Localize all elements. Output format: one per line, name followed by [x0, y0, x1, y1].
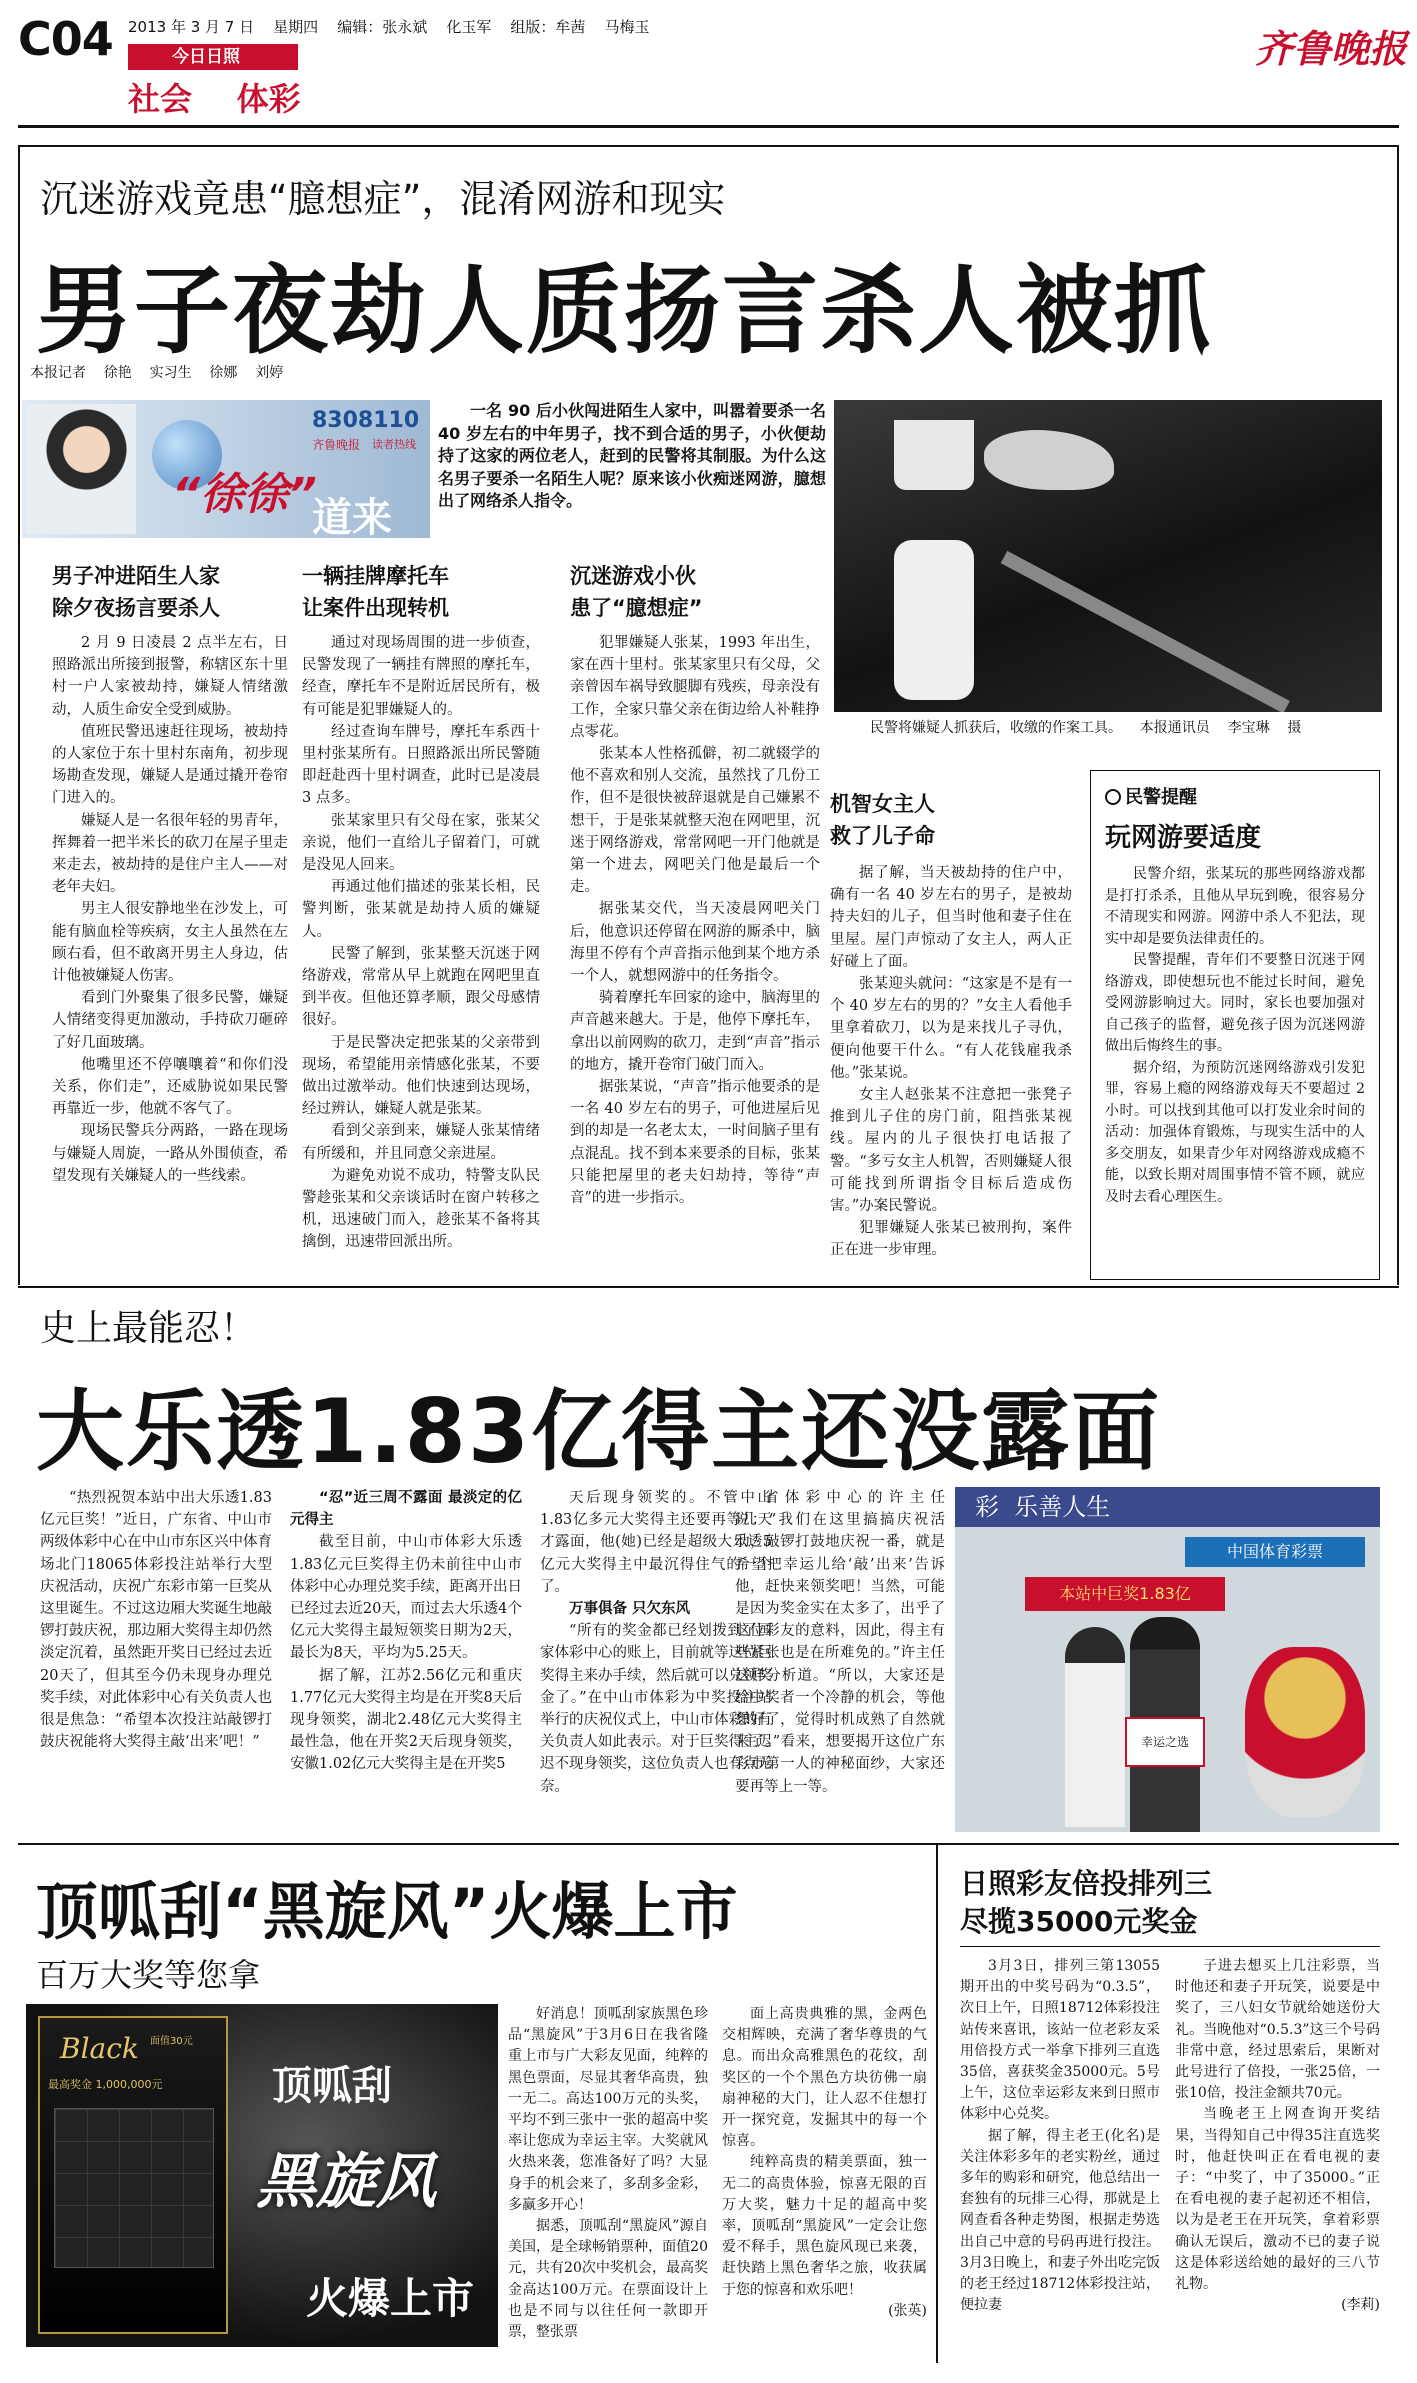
paragraph: 男主人很安静地坐在沙发上，可能有脑血栓等疾病，女主人虽然在左顾右看，但不敢离开男主人身边，估计他被嫌疑人伤害。	[52, 901, 288, 985]
ticket-price: 面值30元	[150, 2036, 193, 2047]
masthead: 齐鲁晚报	[1255, 26, 1408, 71]
story1-section2-body	[302, 632, 540, 1280]
paragraph: 再通过他们描述的张某长相，民警判断，张某就是劫持人质的嫌疑人。	[302, 879, 540, 940]
police-tip-tag	[1105, 783, 1365, 809]
paragraph: 犯罪嫌疑人张某已被刑拘，案件正在进一步审理。	[830, 1220, 1072, 1259]
paragraph: 据了解，当天被劫持的住户中，确有一名 40 岁左右的男子，是被劫持夫妇的儿子，但当时他和妻子住在里屋。屋门声惊动了女主人，两人正好碰上了面。	[830, 865, 1072, 970]
ticket-prize: 最高奖金 1,000,000元	[48, 2078, 163, 2091]
photo-bottle	[894, 540, 974, 700]
paragraph: 女主人赵张某不注意把一张凳子推到儿子住的房门前，阻挡张某视线。屋内的儿子很快打电话报了警。“多亏女主人机智，否则嫌疑人很可能找到所谓指令目标后造成伤害。”办案民警说。	[830, 1087, 1072, 1215]
paragraph: 据张某说，“声音”指示他要杀的是一名 40 岁左右的男子，可他进屋后见到的却是一名老太太，一时间脑子里有点混乱。找不到本来要杀的目标，张某只能把屋里的老夫妇劫持，等待“声音”的进一步指示。	[570, 1079, 820, 1207]
section-name: 社会 体彩	[128, 80, 301, 118]
story3-col2	[722, 2004, 927, 2349]
column-logo-sub2: 读者热线	[372, 438, 416, 451]
paragraph: 据悉，顶呱刮“黑旋风”源自美国，是全球畅销票种，面值20元，共有20次中奖机会，最高奖金高达100万元。在票面设计上也是不同与以往任何一款即开票，整张票	[508, 2218, 708, 2341]
story1-section3-title: 沉迷游戏小伙 患了“臆想症”	[570, 564, 703, 620]
police-tip-box	[1090, 770, 1380, 1280]
story2-col2	[290, 1487, 522, 1832]
scratch-ticket	[38, 2016, 228, 2334]
photo-caption: 民警将嫌疑人抓获后，收缴的作案工具。 本报通讯员 李宝琳 摄	[870, 720, 1302, 736]
story2-col1	[40, 1487, 272, 1832]
story4-rule	[960, 1946, 1380, 1947]
photo-sign: 彩 乐善人生	[955, 1487, 1380, 1527]
photo-person-woman	[1065, 1627, 1125, 1827]
subhead: “忍”近三周不露面 最淡定的亿元得主	[290, 1490, 522, 1529]
police-tip-icon	[1105, 789, 1121, 805]
story3-subhead: 百万大奖等您拿	[36, 1956, 261, 1994]
column-title-a: “徐徐”	[172, 469, 317, 520]
evidence-photo	[834, 400, 1382, 712]
paragraph: 民警提醒，青年们不要整日沉迷于网络游戏，即使想玩也不能过长时间，避免受网游影响过大。同时，家长也要加强对自己孩子的监督，避免孩子因为沉迷网游做出后悔终生的事。	[1105, 952, 1365, 1054]
column-logo	[22, 400, 430, 538]
ad-brand: 顶呱刮	[272, 2063, 392, 2109]
story3-headline: 顶呱刮“黑旋风”火爆上市	[36, 1875, 738, 1948]
police-tip-title: 玩网游要适度	[1105, 823, 1262, 853]
hotline-number: 8308110	[312, 408, 420, 433]
paragraph: 为避免劝说不成功，特警支队民警趁张某和父亲谈话时在窗户转移之机，迅速破门而入，趁张某不备将其擒倒，迅速带回派出所。	[302, 1167, 540, 1251]
reporter-photo	[26, 404, 136, 534]
story1-section3-body	[570, 632, 820, 1280]
story1-lede: 一名 90 后小伙闯进陌生人家中，叫嚣着要杀一名 40 岁左右的中年男子，找不到合适的男子，小伙便劫持了这家的两位老人，赶到的民警将其制服。为什么这名男子要杀一名陌生人呢？原来该小伙痴迷网游，臆想出了网络杀人指令。	[438, 401, 826, 510]
paragraph: 子进去想买上几注彩票，当时他还和妻子开玩笑，说要是中奖了，三八妇女节就给她送份大礼。当晚他对“0.5.3”这三个号码非常中意，经过思索后，果断对此号进行了倍投，一张25倍，一张10倍，投注金额共70元。	[1175, 1958, 1380, 2102]
author-tag: (张英)	[888, 2302, 927, 2319]
story2-top-rule	[18, 1286, 1399, 1288]
story1-byline: 本报记者 徐艳 实习生 徐娜 刘婷	[30, 365, 284, 381]
paragraph: 3月3日，排列三第13055期开出的中奖号码为“0.3.5”，次日上午，日照18712体彩投注站传来喜讯，该站一位老彩友采用倍投方式一举拿下排列三直选35倍，喜获奖金35000元。5号上午，这位幸运彩友来到日照市体彩中心兑奖。	[960, 1958, 1160, 2123]
paragraph: 值班民警迅速赶往现场，被劫持的人家位于东十里村东南角，初步现场勘查发现，嫌疑人是通过撬开卷帘门进入的。	[52, 723, 288, 807]
paragraph: 好消息！顶呱刮家族黑色珍品“黑旋风”于3月6日在我省隆重上市与广大彩友见面，纯粹的黑色票面，尽显其奢华高贵，独一无二。高达100万元的头奖，平均不到三张中一张的超高中奖率让您成为幸运主宰。大奖就风火热来袭，您准备好了吗？大显身手的机会来了，多刮多金彩，多赢多开心！	[508, 2006, 708, 2213]
story1-section1-body	[52, 632, 288, 1280]
paragraph: 截至目前，中山市体彩大乐透1.83亿元巨奖得主仍未前往中山市体彩中心办理兑奖手续，距离开出日已经过去近20天，而过去大乐透4个亿元大奖得主最短领奖日期为2天，最长为8天，平均为5.25天。	[290, 1534, 522, 1662]
paragraph: 纯粹高贵的精美票面，独一无二的高贵体验，惊喜无限的百万大奖，魅力十足的超高中奖率，顶呱刮“黑旋风”一定会让您爱不释手，黑色旋风现已来袭，赶快踏上黑色奢华之旅，收获属于您的惊喜和欢乐吧！	[722, 2154, 927, 2298]
ticket-brand: Black	[60, 2032, 139, 2065]
story3-col1	[508, 2004, 708, 2349]
page-number: C04	[18, 12, 113, 66]
paragraph: 他嘴里还不停嚷嚷着“和你们没关系，你们走”，还威胁说如果民警再靠近一步，他就不客气了。	[52, 1056, 288, 1118]
paragraph: 骑着摩托车回家的途中，脑海里的声音越来越大。于是，他停下摩托车，拿出以前网购的砍刀，走到“声音”指示的地方，撬开卷帘门破门而入。	[570, 990, 820, 1073]
ticket-scratch-grid	[54, 2108, 214, 2268]
paragraph: 通过对现场周围的进一步侦查，民警发现了一辆挂有牌照的摩托车，经查，摩托车不是附近居民所有，极有可能是犯罪嫌疑人的。	[302, 635, 540, 718]
story4-headline-1: 日照彩友倍投排列三	[960, 1867, 1213, 1900]
column-logo-sub: 齐鲁晚报	[312, 438, 361, 452]
paragraph: 犯罪嫌疑人张某，1993 年出生，家在西十里村。张某家里只有父母，父亲曾因车祸导致腿脚有残疾，母亲没有工作，全家只靠父亲在街边给人补鞋挣点零花。	[570, 635, 820, 740]
paragraph: 张某迎头就问：“这家是不是有一个 40 岁左右的男的？”女主人看他手里拿着砍刀，以为是来找儿子寻仇，便向他要干什么。“有人花钱雇我杀他。”张某说。	[830, 976, 1072, 1081]
issue-meta: 2013 年 3 月 7 日 星期四 编辑：张永斌 化玉军 组版：牟茜 马梅玉	[128, 18, 650, 36]
author-tag: (李莉)	[1341, 2297, 1380, 2314]
paragraph: 2 月 9 日凌晨 2 点半左右，日照路派出所接到报警，称辖区东十里村一户人家被劫持，嫌疑人情绪激动，人质生命安全受到威胁。	[52, 635, 288, 718]
paragraph: 经过查询车牌号，摩托车系西十里村张某所有。日照路派出所民警随即赶赴西十里村调查，此时已是凌晨 3 点多。	[302, 723, 540, 807]
paragraph: 天后现身领奖的。不管中山1.83亿多元大奖得主还要再等几天才露面，他(她)已经是超级大乐透5亿元大奖得主中最沉得住气的一个了。	[540, 1490, 772, 1595]
story1-headline: 男子夜劫人质扬言杀人被抓	[36, 255, 1212, 367]
subhead: 万事俱备 只欠东风	[569, 1601, 691, 1618]
region-tag: 今日日照	[128, 44, 298, 70]
police-tip-tag-label: 民警提醒	[1125, 787, 1197, 808]
story1-kicker: 沉迷游戏竟患“臆想症”，混淆网游和现实	[40, 177, 726, 221]
lottery-celebration-photo	[955, 1487, 1380, 1832]
paragraph: 面上高贵典雅的黑，金两色交相辉映，充满了奢华尊贵的气息。而出众高雅黑色的花纹，刮奖区的一个个黑色方块彷佛一扇扇神秘的大门，让人忍不住想打开一探究竟，发掘其中的每一个惊喜。	[722, 2006, 927, 2150]
story4-headline-2: 尽揽35000元奖金	[960, 1905, 1198, 1938]
paragraph: 当晚老王上网查询开奖结果，当得知自己中得35注直选奖时，他赶快叫正在看电视的妻子：“中奖了，中了35000。”正在看电视的妻子起初还不相信，以为是老王在开玩笑，拿着彩票确认无误后，激动不已的妻子说这是体彩送给她的最好的三八节礼物。	[1175, 2106, 1380, 2293]
ad-product: 黑旋风	[256, 2147, 436, 2217]
scratch-ad	[26, 2004, 498, 2347]
photo-lion-dance	[1245, 1647, 1365, 1817]
story2-col4	[735, 1487, 945, 1832]
column-title-b: 道来	[312, 495, 392, 538]
photo-board: 幸运之选	[1125, 1717, 1205, 1767]
paragraph: 民警了解到，张某整天沉迷于网络游戏，常常从早上就跑在网吧里直到半夜。但他还算孝顺，跟父母感情很好。	[302, 945, 540, 1029]
paragraph: 看到父亲到来，嫌疑人张某情绪有所缓和，并且同意父亲进屋。	[302, 1123, 540, 1162]
paragraph: 据了解，得主老王(化名)是关注体彩多年的老实粉丝，通过多年的购彩和研究，他总结出一套独有的玩排三心得，那就是上网查看各种走势图，根据走势选出自己中意的号码再进行投注。3月3日晚上，和妻子外出吃完饭的老王经过18712体彩投注站，便拉妻	[960, 2127, 1160, 2314]
photo-shop-banner: 本站中巨奖1.83亿	[1025, 1577, 1225, 1611]
paragraph: 张某家里只有父母在家，张某父亲说，他们一直给儿子留着门，可就是没见人回来。	[302, 812, 540, 874]
story1-section4-body	[830, 862, 1072, 1282]
story4-col1	[960, 1956, 1160, 2356]
paragraph: 张某本人性格孤僻，初二就辍学的他不喜欢和别人交流，虽然找了几份工作，但不是很快被辞退就是自己嫌累不想干，于是张某就整天泡在网吧里，沉迷于网络游戏，常常网吧一开门他就是第一个进去，网吧关门他是最后一个走。	[570, 746, 820, 896]
header-rule	[18, 125, 1399, 128]
paragraph: 嫌疑人是一名很年轻的男青年，挥舞着一把半米长的砍刀在屋子里走来走去，被劫持的是住户主人——对老年夫妇。	[52, 812, 288, 896]
story2-headline: 大乐透1.83亿得主还没露面	[36, 1380, 1162, 1483]
paragraph: 据张某交代，当天凌晨网吧关门后，他意识还停留在网游的厮杀中，脑海里不停有个声音指示他到某个地方杀一个人，就想网游中的任务指令。	[570, 901, 820, 985]
story1-section1-title: 男子冲进陌生人家 除夕夜扬言要杀人	[52, 564, 220, 620]
story1-section4-title: 机智女主人 救了儿子命	[830, 792, 935, 848]
paragraph: 现场民警兵分两路，一路在现场与嫌疑人周旋，一路从外围侦查，希望发现有关嫌疑人的一些线索。	[52, 1123, 288, 1184]
story2-kicker: 史上最能忍！	[40, 1308, 257, 1349]
paragraph: 于是民警决定把张某的父亲带到现场，希望能用亲情感化张某，不要做出过激举动。他们快速到达现场，经过辨认，嫌疑人就是张某。	[302, 1034, 540, 1118]
photo-cup	[894, 420, 974, 490]
ad-slogan: 火爆上市	[306, 2274, 475, 2323]
paragraph: “所有的奖金都已经划拨到了国家体彩中心的账上，目前就等这位巨奖得主来办手续，然后就可以兑领奖金了。”在中山市体彩为中奖投注站举行的庆祝仪式上，中山市体彩的有关负责人如此表示。对于巨奖得主迟迟不现身领奖，这位负责人也有点无奈。	[540, 1623, 772, 1795]
paragraph: 民警介绍，张某玩的那些网络游戏都是打打杀杀，且他从早玩到晚，很容易分不清现实和网游。网游中杀人不犯法，现实中却是要负法律责任的。	[1105, 866, 1365, 947]
paragraph: 据介绍，为预防沉迷网络游戏引发犯罪，容易上瘾的网络游戏每天不要超过 2 小时。可以找到其他可以打发业余时间的活动：加强体育锻炼，与现实生活中的人多交朋友，如果青少年对网络游戏成瘾不能，以致长期对周围事情不管不顾，就应及时去看心理医生。	[1105, 1059, 1365, 1205]
photo-banner: 中国体育彩票	[1185, 1537, 1365, 1567]
paragraph: 省体彩中心的许主任说：“我们在这里搞搞庆祝活动，敲锣打鼓地庆祝一番，就是希望把幸运儿给‘敲’出来’告诉他，赶快来领奖吧！当然，可能是因为奖金实在太多了，出乎了这位彩友的意料，因此，得主有些紧张也是在所难免的。”许主任这样分析道。“所以，大家还是给中奖者一个冷静的机会，等他想好了，觉得时机成熟了自然就来了。”看来，想要揭开这位广东彩市第一人的神秘面纱，大家还要再等上一等。	[735, 1490, 945, 1795]
police-tip-body	[1105, 864, 1365, 1274]
story1-section2-title: 一辆挂牌摩托车 让案件出现转机	[302, 564, 449, 620]
paragraph: 看到门外聚集了很多民警，嫌疑人情绪变得更加激动，手持砍刀砸碎了好几面玻璃。	[52, 990, 288, 1051]
story4-col2	[1175, 1956, 1380, 2356]
paragraph: 据了解，江苏2.56亿元和重庆1.77亿元大奖得主均是在开奖8天后现身领奖，湖北2.48亿元大奖得主最性急，他在开奖2天后现身领奖，安徽1.02亿元大奖得主是在开奖5	[290, 1667, 522, 1773]
paragraph: “热烈祝贺本站中出大乐透1.83亿元巨奖！”近日，广东省、中山市两级体彩中心在中山市东区兴中体育场北门18065体彩投注站举行大型庆祝活动，庆祝广东彩市第一巨奖从这里诞生。不过这边厢大奖诞生地敲锣打鼓庆祝，那边厢大奖得主却仍然淡定沉着，虽然距开奖日已经过去近20天了，但其至今仍未现身办理兑奖手续，对此体彩中心有关负责人也很是焦急：“希望本次投注站敲锣打鼓庆祝能将大奖得主敲‘出来’吧！”	[40, 1490, 272, 1751]
